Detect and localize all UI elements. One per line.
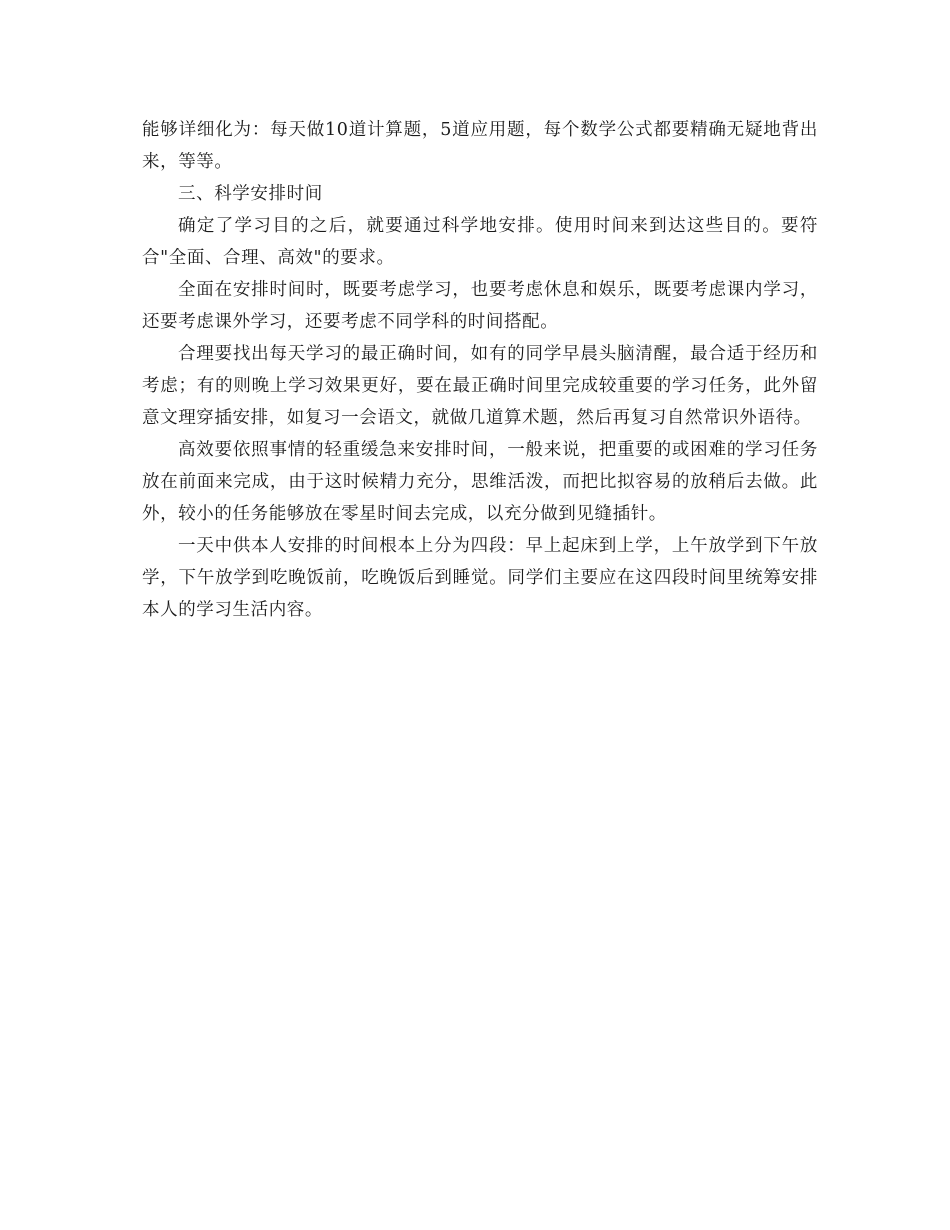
paragraph-reasonable: 合理要找出每天学习的最正确时间，如有的同学早晨头脑清醒，最合适于经历和考虑；有的则晚上学习效果更好，要在最正确时间里完成较重要的学习任务，此外留意文理穿插安排，如复习一会语文，就做几道算术题，然后再复习自然常识外语待。	[142, 344, 818, 428]
paragraph-comprehensive: 全面在安排时间时，既要考虑学习，也要考虑休息和娱乐，既要考虑课内学习，还要考虑课外学习，还要考虑不同学科的时间搭配。	[142, 280, 818, 332]
paragraph-daily-segments: 一天中供本人安排的时间根本上分为四段：早上起床到上学，上午放学到下午放学，下午放学到吃晚饭前，吃晚饭后到睡觉。同学们主要应在这四段时间里统筹安排本人的学习生活内容。	[142, 536, 818, 620]
paragraph-continuation: 能够详细化为：每天做10道计算题，5道应用题，每个数学公式都要精确无疑地背出来，等等。	[142, 120, 818, 172]
document-body	[142, 114, 818, 626]
paragraph-efficient: 高效要依照事情的轻重缓急来安排时间，一般来说，把重要的或困难的学习任务放在前面来完成，由于这时候精力充分，思维活泼，而把比拟容易的放稍后去做。此外，较小的任务能够放在零星时间去完成，以充分做到见缝插针。	[142, 440, 818, 524]
section-heading: 三、科学安排时间	[178, 184, 323, 204]
paragraph-goals: 确定了学习目的之后，就要通过科学地安排。使用时间来到达这些目的。要符合"全面、合理、高效"的要求。	[142, 216, 818, 268]
